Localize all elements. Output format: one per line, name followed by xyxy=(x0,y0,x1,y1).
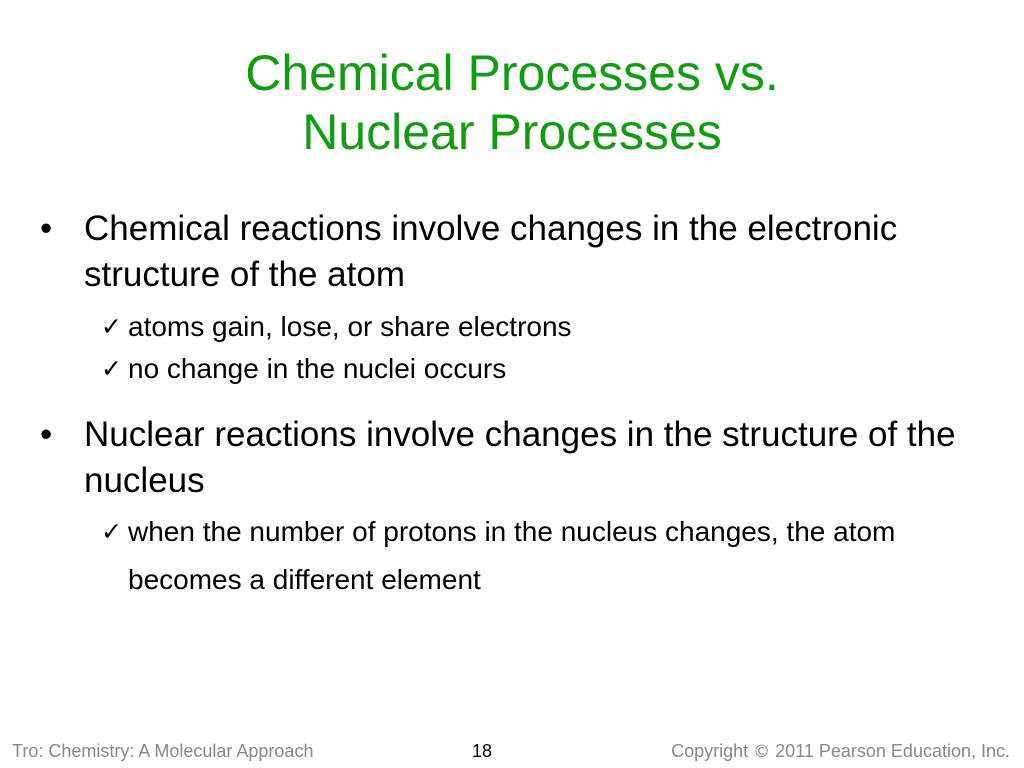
title-line-1: Chemical Processes vs. xyxy=(245,45,779,101)
slide-title xyxy=(0,44,1024,162)
subpoint-text: when the number of protons in the nucleus changes, the atom becomes a different element xyxy=(128,516,896,595)
slide-body xyxy=(38,206,998,604)
checkmark-icon: ✓ xyxy=(101,517,122,546)
bullet-text: Nuclear reactions involve changes in the structure of the nucleus xyxy=(84,415,956,500)
checkmark-icon: ✓ xyxy=(101,354,122,383)
subpoint-gain-lose-share xyxy=(38,310,998,344)
footer-copyright xyxy=(671,740,1010,763)
bullet-dot-icon: • xyxy=(40,209,53,248)
bullet-text: Chemical reactions involve changes in the electronic structure of the atom xyxy=(84,209,898,294)
subpoint-protons-change xyxy=(38,508,998,604)
checkmark-icon: ✓ xyxy=(101,312,122,341)
copyright-prefix: Copyright xyxy=(671,741,754,761)
bullet-nuclear-reactions xyxy=(38,412,998,504)
copyright-icon: © xyxy=(753,742,771,762)
title-line-2: Nuclear Processes xyxy=(302,104,722,160)
subpoint-text: no change in the nuclei occurs xyxy=(128,353,507,384)
bullet-dot-icon: • xyxy=(40,415,53,454)
copyright-suffix: 2011 Pearson Education, Inc. xyxy=(770,741,1010,761)
footer-page-number: 18 xyxy=(472,741,493,761)
subpoint-text: atoms gain, lose, or share electrons xyxy=(128,311,572,342)
footer-book-title: Tro: Chemistry: A Molecular Approach xyxy=(12,741,314,761)
subpoint-no-nuclei-change xyxy=(38,352,998,386)
bullet-chemical-reactions xyxy=(38,206,998,298)
